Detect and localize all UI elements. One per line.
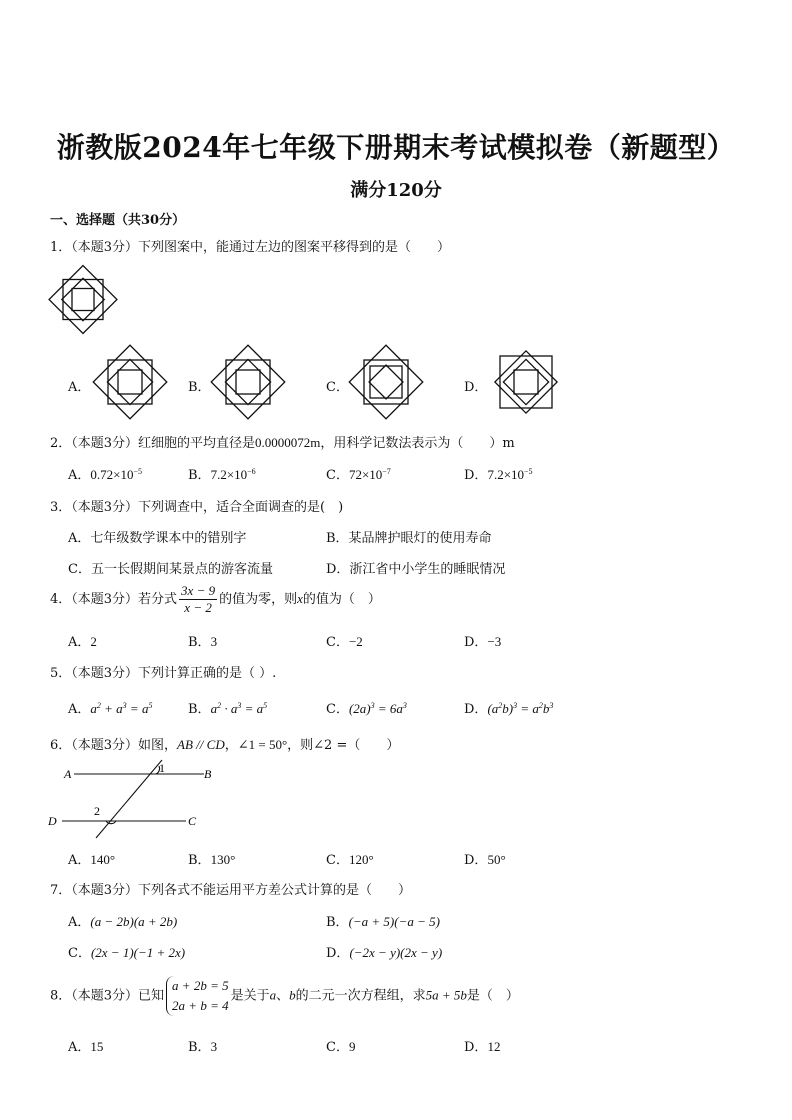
q6-parallel-lines-figure: [44, 758, 224, 843]
q6-option-b: B．130°: [188, 852, 236, 868]
q6-option-d: D．50°: [464, 852, 506, 868]
question-7-text: 7．（本题3分）下列各式不能运用平方差公式计算的是（ ）: [50, 883, 412, 898]
q4-option-c: C．−2: [326, 634, 363, 650]
q1-reference-figure: [48, 262, 118, 337]
q7-option-c: C．(2x − 1)(−1 + 2x): [68, 945, 186, 961]
fig-label-d: D: [48, 814, 57, 828]
q2-option-c: C．$72\times 10^{-7}$: [326, 467, 391, 483]
q7-option-a: A．(a − 2b)(a + 2b): [68, 914, 178, 930]
q5-option-d: D．$(a^2b)^3 = a^2b^3$: [464, 701, 554, 717]
q5-option-a: A．$a^2 + a^3 = a^5$: [68, 701, 153, 717]
fig-label-a: A: [64, 767, 72, 781]
fig-label-b: B: [204, 767, 212, 781]
q3-option-a: A．七年级数学课本中的错别字: [68, 531, 247, 546]
q7-option-d: D．(−2x − y)(2x − y): [326, 945, 443, 961]
q1-option-c-figure: [348, 342, 424, 422]
q8-option-c: C．9: [326, 1039, 356, 1055]
q5-option-c: C．$(2a)^3 = 6a^3$: [326, 701, 407, 717]
question-1-text: 1．（本题3分）下列图案中，能通过左边的图案平移得到的是（ ）: [50, 240, 451, 255]
fig-angle-1: 1: [159, 761, 165, 775]
page-title: 浙教版2024年七年级下册期末考试模拟卷（新题型）: [56, 131, 736, 164]
q1-option-b-label: B．: [188, 380, 211, 395]
q1-option-a-figure: [92, 342, 168, 422]
q7-option-b: B．(−a + 5)(−a − 5): [326, 914, 440, 930]
question-4-text: 4．（本题3分）若分式 $\frac{3x - 9}{x - 2}$ 的值为零，则x的值为（ ）: [50, 583, 381, 615]
question-3-text: 3．（本题3分）下列调查中，适合全面调查的是( ): [50, 500, 344, 515]
question-2-text: 2．（本题3分）红细胞的平均直径是0.0000072m，用科学记数法表示为（ ）m: [50, 435, 515, 451]
q8-option-a: A．15: [68, 1039, 104, 1055]
q1-option-a-label: A．: [68, 380, 91, 395]
q8-option-b: B．3: [188, 1039, 218, 1055]
question-8-text: 8．（本题3分）已知 a + 2b = 5 2a + b = 4 是关于a、b的二元一次方程组，求5a + 5b是（ ）: [50, 976, 519, 1016]
q1-option-b-figure: [210, 342, 286, 422]
q3-option-c: C．五一长假期间某景点的游客流量: [68, 562, 273, 577]
q4-option-b: B．3: [188, 634, 218, 650]
question-5-text: 5．（本题3分）下列计算正确的是（ ）.: [50, 666, 277, 681]
q3-option-b: B．某品牌护眼灯的使用寿命: [326, 531, 492, 546]
q6-option-a: A．140°: [68, 852, 116, 868]
q6-option-c: C．120°: [326, 852, 374, 868]
section-heading: 一、选择题（共30分）: [50, 213, 186, 228]
fig-label-c: C: [188, 814, 197, 828]
q8-equation-system: a + 2b = 5 2a + b = 4: [166, 976, 229, 1016]
fig-angle-2: 2: [94, 804, 100, 818]
question-6-text: 6．（本题3分）如图，AB // CD，∠1 = 50°，则∠2 =（ ）: [50, 737, 400, 753]
q4-option-d: D．−3: [464, 634, 502, 650]
q2-option-a: A．$0.72\times 10^{-5}$: [68, 467, 142, 483]
q4-option-a: A．2: [68, 634, 97, 650]
q5-option-b: B．$a^2 \cdot a^3 = a^5$: [188, 701, 268, 717]
q4-fraction: $\frac{3x - 9}{x - 2}$: [181, 583, 216, 615]
q1-option-d-figure: [488, 342, 564, 422]
q2-option-d: D．$7.2\times 10^{-5}$: [464, 467, 533, 483]
q1-option-d-label: D．: [464, 380, 488, 395]
q3-option-d: D．浙江省中小学生的睡眠情况: [326, 562, 506, 577]
q8-option-d: D．12: [464, 1039, 501, 1055]
q1-option-c-label: C．: [326, 380, 349, 395]
page-subtitle: 满分120分: [350, 180, 442, 201]
q2-option-b: B．$7.2\times 10^{-6}$: [188, 467, 256, 483]
